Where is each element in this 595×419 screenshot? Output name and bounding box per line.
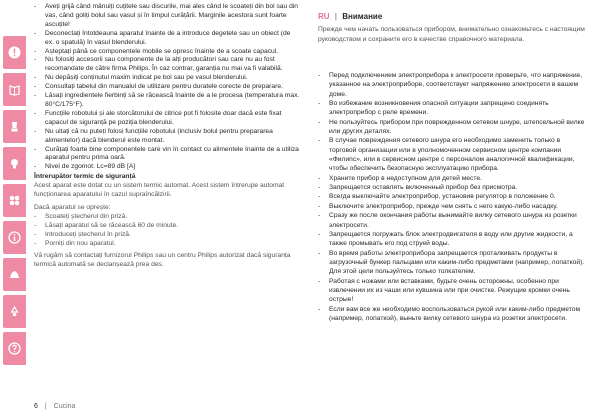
list-item: - В случае повреждения сетевого шнура его необходимо заменить только в торговой организации или в уполномоченном сервисном центре компании «Филипс», или в сервисном центре с персоналом аналогичной квалификации, чтобы обеспечить безопасную эксплуатацию прибора. bbox=[318, 136, 586, 173]
list-item: - Porniți din nou aparatul. bbox=[34, 240, 300, 249]
list-item: - Храните прибор в недоступном для детей месте. bbox=[318, 174, 586, 183]
list-item: - Consultați tabelul din manualul de utilizare pentru duratele corecte de preparare. bbox=[34, 83, 300, 92]
section-heading: Întrerupător termic de siguranță bbox=[34, 173, 136, 181]
info-icon bbox=[8, 231, 21, 244]
list-item: - Перед подключением электроприбора к электросети проверьте, что напряжение, указанное на электроприборе, соответствует напряжению электросети в вашем доме. bbox=[318, 71, 586, 99]
paragraph: Acest aparat este dotat cu un sistem termic automat. Acest sistem întrerupe automat funcționarea aparatului în cazul supraîncălzirii. bbox=[34, 182, 285, 199]
list-item: - Nivel de zgomot: Lc=89 dB [A] bbox=[34, 163, 300, 172]
list-item: - Не пользуйтесь прибором при поврежденном сетевом шнуре, штепсельной вилке или других деталях. bbox=[318, 118, 586, 137]
footer-divider: | bbox=[44, 403, 47, 410]
sidebar-tab-tips[interactable] bbox=[3, 147, 26, 180]
attachments-icon bbox=[8, 194, 21, 207]
warning-list bbox=[318, 71, 586, 323]
list-item: - Funcțiile robotului și ale storcătorului de citrice pot fi folosite doar dacă este fixat capacul de siguranță pe poziția blenderului. bbox=[34, 110, 300, 128]
question-icon bbox=[8, 342, 21, 355]
blender-icon bbox=[8, 120, 21, 133]
section-title bbox=[318, 12, 382, 21]
page-number: 6 bbox=[34, 403, 38, 410]
list-item: - Lăsați ingredientele fierbinți să se răcească înainte de a le procesa (temperatura max. 80°C/175°F). bbox=[34, 92, 300, 110]
list-item: - Во время работы электроприбора запрещается проталкивать продукты в загрузочный бункер пальцами или каким-либо предметами (например, лопаткой). Для этой цели пользуйтесь только толкателем. bbox=[318, 249, 586, 277]
book-icon bbox=[8, 83, 21, 96]
list-item: - Выключите электроприбор, прежде чем снять с него какую-либо насадку. bbox=[318, 202, 586, 211]
page-title: Внимание bbox=[342, 12, 383, 21]
list-item: - Așteptați până ce componentele mobile se opresc înainte de a scoate capacul. bbox=[34, 48, 300, 57]
title-divider: | bbox=[334, 12, 338, 21]
list-item: - Scoateți ștecherul din priză. bbox=[34, 213, 300, 222]
footer-section: Cucina bbox=[53, 403, 76, 410]
list-item: - Introduceți ștecherul în priză. bbox=[34, 231, 300, 240]
list-item: - Nu folosiți accesorii sau componente de la alți producători sau care nu au fost recomandate de către firma Philips. În caz contrar, garanția nu mai va fi valabilă. bbox=[34, 56, 300, 74]
sidebar-tab-attachments[interactable] bbox=[3, 184, 26, 217]
paragraph: Dacă aparatul se oprește: bbox=[34, 203, 111, 211]
sidebar-tab-appliance[interactable] bbox=[3, 110, 26, 143]
intro-paragraph: Прежде чем начать пользоваться прибором, внимательно ознакомьтесь с настоящим руководством и сохраните его в качестве справочного материала. bbox=[318, 26, 585, 43]
list-item: - Всегда выключайте электроприбор, установив регулятор в положение 0. bbox=[318, 192, 586, 201]
lightbulb-icon bbox=[8, 157, 21, 170]
list-item: - Сразу же после окончания работы вынимайте вилку сетевого шнура из розетки электросети. bbox=[318, 211, 586, 230]
sidebar-tab-help[interactable] bbox=[3, 332, 26, 365]
list-item: - Lăsați aparatul să se răcească 60 de minute. bbox=[34, 222, 300, 231]
sidebar-tab-warning[interactable] bbox=[3, 36, 26, 69]
left-column bbox=[34, 3, 300, 270]
list-item: - Curățați foarte bine componentele care vin în contact cu alimentele înainte de a utiliza aparatul pentru prima oară. bbox=[34, 146, 300, 164]
list-item: - Nu depășiți conținutul maxim indicat pe bol sau pe vasul blenderului. bbox=[34, 74, 300, 83]
list-item: - Если вам все же необходимо воспользоваться рукой или каким-либо предметом (например, лопаткой), выньте вилку сетевого шнура из розетки электросети. bbox=[318, 305, 586, 324]
paragraph: Vă rugăm să contactați furnizorul Philips sau un centru Philips autorizat dacă siguranța termică automată se declanșează prea des. bbox=[34, 252, 291, 269]
intro-list bbox=[34, 3, 300, 172]
list-item: - Во избежание возникновения опасной ситуации запрещено соединять электроприбор с реле времени. bbox=[318, 99, 586, 118]
language-code: RU bbox=[318, 12, 330, 21]
warning-icon bbox=[8, 46, 21, 59]
list-item: - Запрещается погружать блок электродвигателя в воду или другие жидкости, а также промывать его под струей воды. bbox=[318, 230, 586, 249]
sidebar bbox=[0, 0, 26, 419]
sidebar-tab-manual[interactable] bbox=[3, 73, 26, 106]
list-item: - Работая с ножами или вставками, будьте очень осторожны, особенно при извлечении их из чаши или кувшина или при очистке. Режущие кромки очень острые! bbox=[318, 277, 586, 305]
list-item: - Aveți grijă când mânuiți cuțitele sau discurile, mai ales când le scoateți din bol sau din vas, când goliți bolul sau vasul și în timpul curățării. Marginile acestora sunt foarte ascuțite! bbox=[34, 3, 300, 30]
sidebar-tab-environment[interactable] bbox=[3, 295, 26, 328]
sidebar-tab-info[interactable] bbox=[3, 221, 26, 254]
steps-list bbox=[34, 213, 300, 249]
sidebar-tab-cleaning[interactable] bbox=[3, 258, 26, 291]
recycle-icon bbox=[8, 305, 21, 318]
hands-icon bbox=[8, 268, 21, 281]
list-item: - Deconectați întotdeauna aparatul înainte de a introduce degetele sau un obiect (de ex. o spatulă) în vasul blenderului. bbox=[34, 30, 300, 48]
list-item: - Nu uitați că nu puteți folosi funcțiile robotului (inclusiv bolul pentru prepararea alimentelor) dacă blenderul este montat. bbox=[34, 128, 300, 146]
list-item: - Запрещается оставлять включенный прибор без присмотра. bbox=[318, 183, 586, 192]
page-footer bbox=[34, 403, 75, 410]
